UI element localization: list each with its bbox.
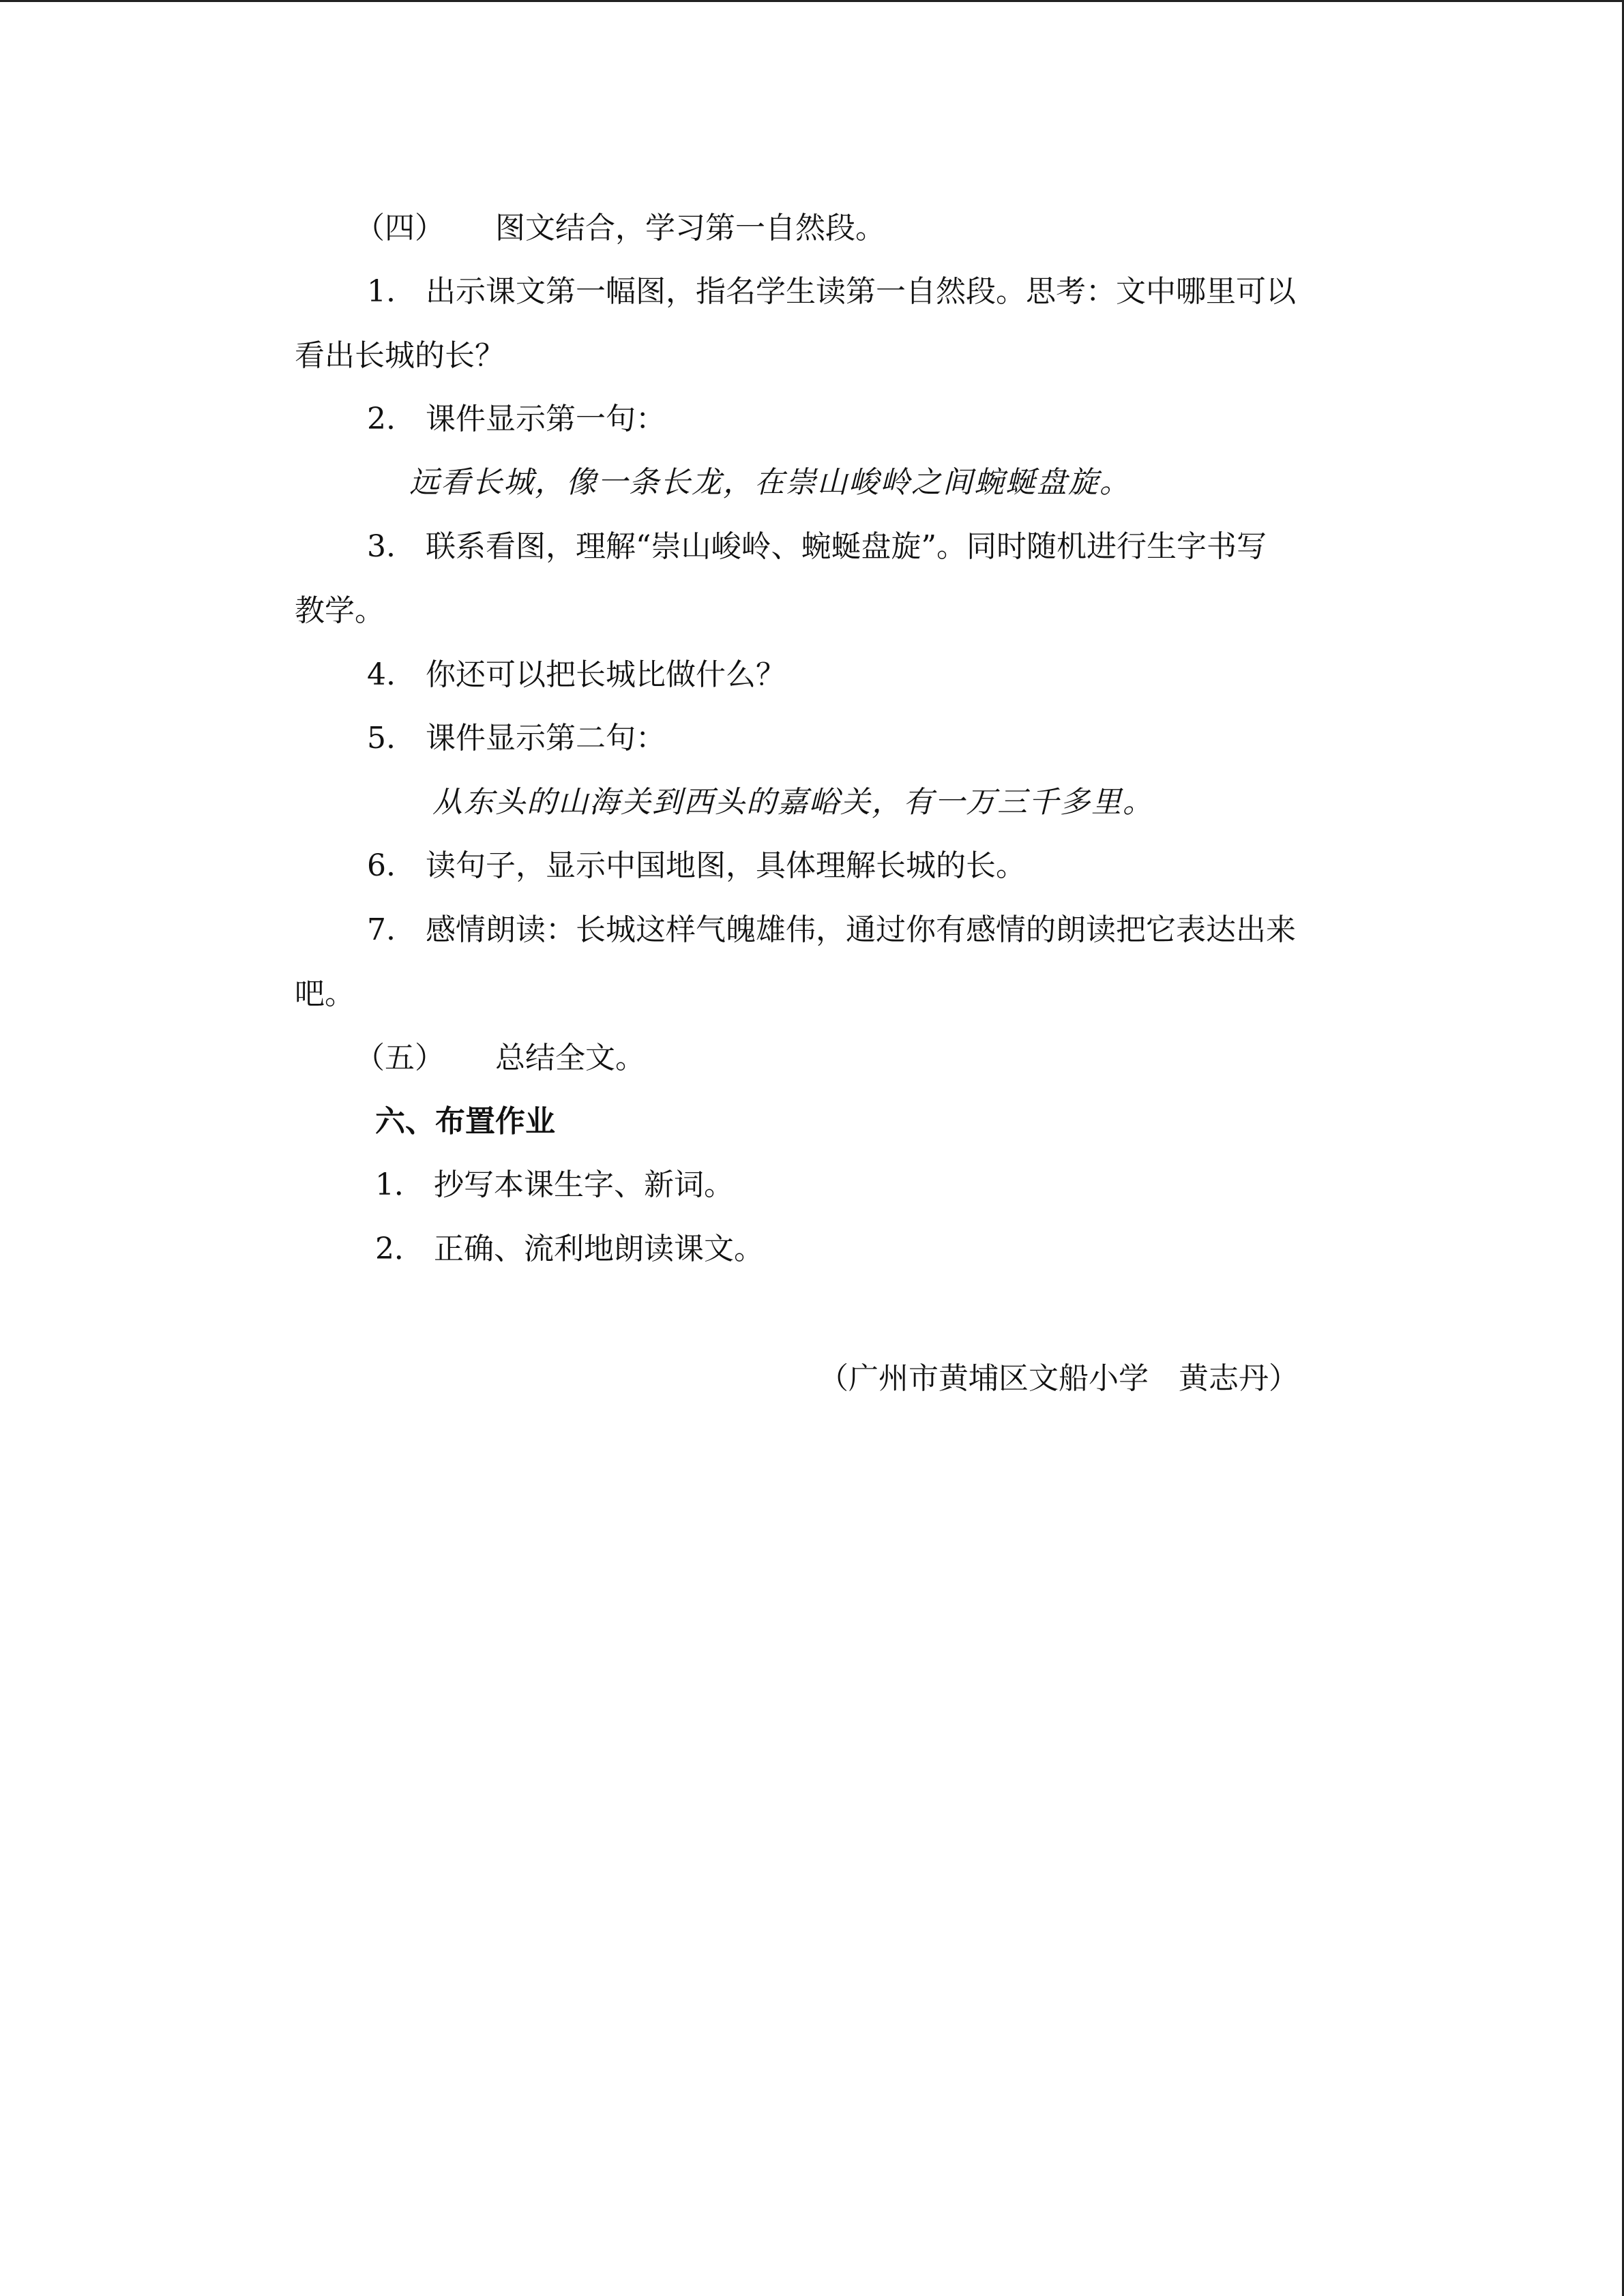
section-five-title: 总结全文。 xyxy=(495,1041,645,1075)
list-item-4 xyxy=(367,655,786,696)
homework-item-number: 2． xyxy=(375,1232,424,1266)
section-five-heading xyxy=(355,1038,645,1079)
homework-item-text: 抄写本课生字、新词。 xyxy=(434,1167,734,1202)
list-item-number: 4. xyxy=(367,657,396,692)
list-item-text: 课件显示第二句： xyxy=(425,721,666,756)
list-item-5 xyxy=(367,718,666,759)
homework-item-number: 1． xyxy=(375,1167,424,1202)
list-item-7-continuation: 吧。 xyxy=(295,976,355,1011)
list-item-text: 课件显示第一句： xyxy=(425,402,666,436)
list-item-text: 出示课文第一幅图，指名学生读第一自然段。思考：文中哪里可以 xyxy=(425,274,1296,309)
homework-item-1 xyxy=(375,1165,734,1206)
list-item-2 xyxy=(367,399,666,440)
list-item-number: 2. xyxy=(367,402,396,436)
list-item-1 xyxy=(367,271,1296,312)
quoted-sentence-2: 从东头的山海关到西头的嘉峪关，有一万三千多里。 xyxy=(432,785,1154,820)
homework-item-2 xyxy=(375,1229,764,1270)
homework-item-text: 正确、流利地朗读课文。 xyxy=(434,1232,764,1266)
list-item-text: 感情朗读：长城这样气魄雄伟，通过你有感情的朗读把它表达出来 xyxy=(425,912,1296,947)
list-item-number: 3. xyxy=(367,529,396,564)
list-item-3-continuation: 教学。 xyxy=(295,593,385,628)
list-item-3 xyxy=(367,526,1267,567)
list-item-number: 5. xyxy=(367,721,396,756)
list-item-number: 7. xyxy=(367,912,396,947)
list-item-number: 1. xyxy=(367,274,396,309)
list-item-6 xyxy=(367,846,1026,886)
list-item-text: 联系看图，理解“崇山峻岭、蜿蜒盘旋”。同时随机进行生字书写 xyxy=(425,529,1267,564)
list-item-number: 6. xyxy=(367,848,396,883)
section-five-number: （五） xyxy=(355,1041,445,1075)
list-item-7 xyxy=(367,910,1296,951)
list-item-text: 读句子，显示中国地图，具体理解长城的长。 xyxy=(425,848,1026,883)
section-four-number: （四） xyxy=(355,211,445,245)
list-item-text: 你还可以把长城比做什么？ xyxy=(425,657,786,692)
quoted-sentence-1: 远看长城，像一条长龙，在崇山峻岭之间蜿蜒盘旋。 xyxy=(409,465,1131,500)
list-item-1-continuation: 看出长城的长？ xyxy=(295,338,505,373)
section-four-title: 图文结合，学习第一自然段。 xyxy=(495,211,885,245)
section-four-heading xyxy=(355,208,885,249)
author-attribution: （广州市黄埔区文船小学 黄志丹） xyxy=(818,1361,1299,1396)
homework-heading: 六、布置作业 xyxy=(375,1104,555,1139)
